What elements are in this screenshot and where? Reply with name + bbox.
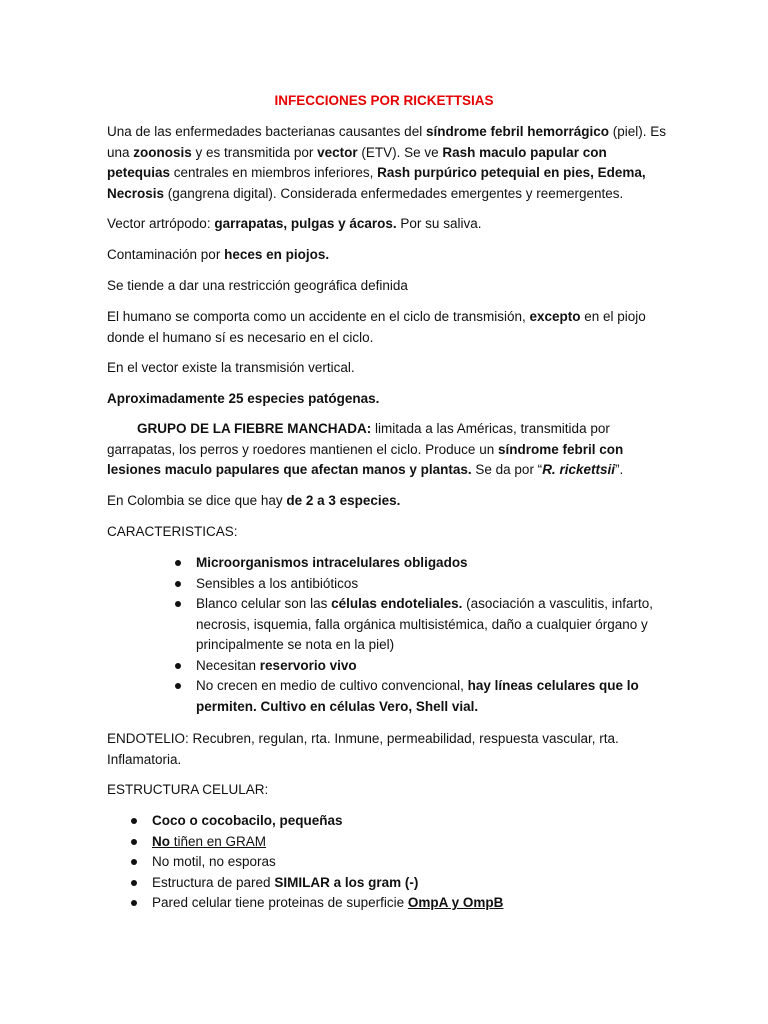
list-item <box>130 873 660 894</box>
characteristics-list <box>174 553 660 717</box>
bold-run: garrapatas, pulgas y ácaros. <box>214 216 397 231</box>
bold-run: vector <box>317 144 358 160</box>
list-item <box>174 656 660 677</box>
text-run: Una de las enfermedades bacterianas causantes del <box>107 124 426 139</box>
vertical-transmission-paragraph: En el vector existe la transmisión vertical. <box>107 360 355 375</box>
human-cycle-paragraph <box>107 307 667 348</box>
text-run: Estructura de pared <box>152 874 275 890</box>
cell-structure-heading: ESTRUCTURA CELULAR: <box>107 782 269 797</box>
list-item <box>130 811 660 832</box>
bold-italic-run: R. rickettsii <box>542 462 615 477</box>
cell-structure-list <box>130 811 660 914</box>
characteristics-heading: CARACTERISTICAS: <box>107 524 238 539</box>
bold-run: reservorio vivo <box>259 657 357 673</box>
text-run: El humano se comporta como un accidente en el ciclo de transmisión, <box>107 309 530 324</box>
colombia-paragraph <box>107 491 667 512</box>
text-run: Vector artrópodo: <box>107 216 215 231</box>
bold-underline-run: No <box>152 833 170 849</box>
spotted-fever-paragraph <box>107 419 667 481</box>
list-item <box>174 676 660 717</box>
text-run: Pared celular tiene proteinas de superficie <box>152 895 408 910</box>
list-item <box>130 893 660 914</box>
text-run: Necesitan <box>196 657 260 673</box>
bold-run: GRUPO DE LA FIEBRE MANCHADA: <box>137 421 372 436</box>
bold-run: SIMILAR a los gram (-) <box>274 874 419 890</box>
text-run: Blanco celular son las <box>196 596 332 611</box>
document-title: INFECCIONES POR RICKETTSIAS <box>274 93 494 108</box>
list-item <box>130 852 660 873</box>
text-run: No crecen en medio de cultivo convencional, <box>196 678 468 693</box>
text-run: (ETV). Se ve <box>357 144 443 160</box>
text-run: Sensibles a los antibióticos <box>196 575 359 591</box>
bold-run: Rash maculo papular con petequias <box>107 144 607 180</box>
text-run: (asociación a vasculitis, infarto, necrosis, isquemia, falla orgánica multisistémica, daño a cualquier órgano y principalmente se nota en la piel) <box>196 596 653 652</box>
list-item <box>174 594 660 656</box>
text-run: En Colombia se dice que hay <box>107 493 287 508</box>
text-run: en el piojo donde el humano sí es necesario en el ciclo. <box>107 309 646 345</box>
text-run: centrales en miembros inferiores, <box>170 165 378 180</box>
intro-paragraph <box>107 122 667 204</box>
bold-run: hay líneas celulares que lo permiten. Cultivo en células Vero, Shell vial. <box>196 678 639 714</box>
bold-run: células endoteliales. <box>331 596 463 611</box>
list-item <box>174 553 660 574</box>
bold-run: síndrome febril con lesiones maculo papulares que afectan manos y plantas. <box>107 441 624 477</box>
text-run: limitada a las Américas, transmitida por garrapatas, los perros y roedores mantienen el ciclo. Produce un <box>107 421 610 457</box>
bold-run: heces en piojos. <box>224 247 330 262</box>
text-run: ”. <box>614 462 624 477</box>
bold-run: Microorganismos intracelulares obligados <box>196 555 468 570</box>
text-run: Se da por “ <box>471 462 543 477</box>
text-run: Por su saliva. <box>396 216 482 231</box>
vector-paragraph <box>107 214 667 235</box>
text-run: Contaminación por <box>107 247 225 262</box>
geography-paragraph: Se tiende a dar una restricción geográfica definida <box>107 278 408 293</box>
bold-run: síndrome febril hemorrágico <box>425 124 609 139</box>
bold-run: zoonosis <box>133 144 192 160</box>
bold-run: de 2 a 3 especies. <box>286 493 401 508</box>
endothelium-paragraph: ENDOTELIO: Recubren, regulan, rta. Inmune, permeabilidad, respuesta vascular, rta. Inflamatoria. <box>107 731 619 767</box>
bold-underline-run: OmpA y OmpB <box>407 895 504 910</box>
species-count-paragraph: Aproximadamente 25 especies patógenas. <box>107 391 380 406</box>
bold-run: Rash purpúrico petequial en pies, Edema, Necrosis <box>107 165 646 201</box>
bold-run: excepto <box>529 309 581 324</box>
text-run: No motil, no esporas <box>152 854 276 869</box>
bold-run: Coco o cocobacilo, pequeñas <box>152 813 343 828</box>
list-item <box>174 574 660 595</box>
text-run: (gangrena digital). Considerada enfermedades emergentes y reemergentes. <box>164 185 624 201</box>
list-item <box>130 832 660 853</box>
text-run: (piel). Es una <box>107 124 667 160</box>
underline-run: tiñen en GRAM <box>170 833 267 849</box>
contamination-paragraph <box>107 245 667 266</box>
text-run: y es transmitida por <box>191 144 318 160</box>
